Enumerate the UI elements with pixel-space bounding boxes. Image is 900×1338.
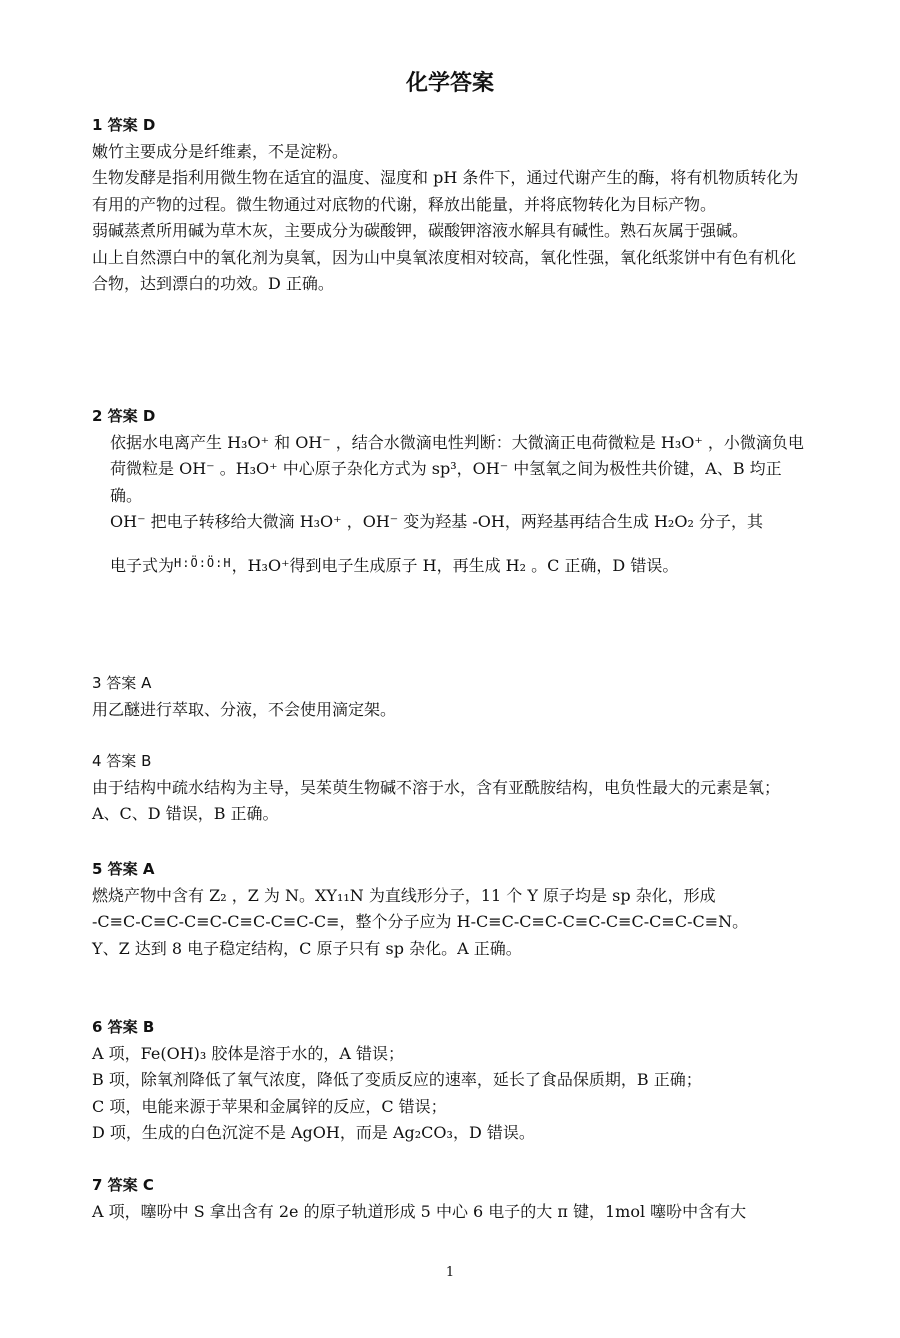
answer-4: [92, 748, 804, 828]
answer-1: [92, 112, 804, 298]
answer-6-item-b: B 项，除氧剂降低了氧气浓度，降低了变质反应的速率，延长了食品保质期，B 正确；: [92, 1070, 702, 1089]
answer-7: [92, 1172, 804, 1225]
answer-2-para-3-start: 电子式为: [110, 555, 175, 575]
answer-6-heading: 6 答案 B: [92, 1018, 155, 1036]
answer-1-heading: 1 答案 D: [92, 116, 156, 134]
answer-1-para-4: 山上自然漂白中的氧化剂为臭氧，因为山中臭氧浓度相对较高，氧化性强，氧化纸浆饼中有色有机化合物，达到漂白的功效。D 正确。: [92, 247, 797, 293]
page-title: 化学答案: [405, 71, 494, 96]
answer-4-heading: 4 答案 B: [92, 752, 152, 770]
answer-1-para-3: 弱碱蒸煮所用碱为草木灰，主要成分为碳酸钾，碳酸钾溶液水解具有碱性。熟石灰属于强碱。: [92, 221, 749, 240]
answer-2: [92, 403, 804, 579]
answer-5-line-2: -C≡C-C≡C-C≡C-C≡C-C≡C-C≡，整个分子应为 H-C≡C-C≡C-C≡C-C≡C-C≡C-C≡N。: [92, 912, 749, 931]
answer-3-heading: 3 答案 A: [92, 674, 152, 692]
answer-1-para-1: 嫩竹主要成分是纤维素，不是淀粉。: [92, 141, 349, 161]
answer-2-para-3: [92, 550, 804, 580]
answer-6-item-c: C 项，电能来源于苹果和金属锌的反应，C 错误；: [92, 1096, 447, 1116]
answer-1-para-2: 生物发酵是指利用微生物在适宜的温度、湿度和 pH 条件下，通过代谢产生的酶，将有机物质转化为有用的产物的过程。微生物通过对底物的代谢，释放出能量，并将底物转化为目标产物。: [92, 168, 799, 214]
answer-6-item-a: A 项，Fe(OH)₃ 胶体是溶于水的，A 错误；: [92, 1043, 405, 1063]
answer-3: [92, 670, 804, 723]
answer-6: [92, 1014, 804, 1147]
answer-2-para-2: OH⁻ 把电子转移给大微滴 H₃O⁺ ，OH⁻ 变为羟基 -OH，两羟基再结合生成 H₂O₂ 分子，其: [110, 512, 763, 531]
answer-7-heading: 7 答案 C: [92, 1176, 154, 1194]
answer-7-item-a: A 项，噻吩中 S 拿出含有 2e 的原子轨道形成 5 中心 6 电子的大 π 键，1mol 噻吩中含有大: [92, 1201, 747, 1221]
answer-6-item-d: D 项，生成的白色沉淀不是 AgOH，而是 Ag₂CO₃，D 错误。: [92, 1123, 535, 1142]
answer-5-line-1: 燃烧产物中含有 Z₂ ，Z 为 N。XY₁₁N 为直线形分子，11 个 Y 原子均是 sp 杂化，形成: [92, 885, 716, 905]
answer-5: [92, 856, 804, 962]
page-number: 1: [445, 1265, 455, 1280]
answer-2-para-3-end: ，H₃O⁺得到电子生成原子 H，再生成 H₂ 。C 正确，D 错误。: [231, 555, 679, 575]
answer-5-line-3: Y、Z 达到 8 电子稳定结构，C 原子只有 sp 杂化。A 正确。: [92, 938, 522, 958]
answer-2-heading: 2 答案 D: [92, 407, 156, 425]
answer-2-para-1: 依据水电离产生 H₃O⁺ 和 OH⁻ ，结合水微滴电性判断：大微滴正电荷微粒是 H₃O⁺ ，小微滴负电荷微粒是 OH⁻ 。H₃O⁺ 中心原子杂化方式为 sp³，OH⁻ 中氢氧之间为极性共价键，A、B 均正确。: [110, 432, 804, 505]
answer-4-para-1: 由于结构中疏水结构为主导，吴茱萸生物碱不溶于水，含有亚酰胺结构，电负性最大的元素是氧；A、C、D 错误，B 正确。: [92, 777, 781, 823]
answer-3-para-1: 用乙醚进行萃取、分液，不会使用滴定架。: [92, 699, 397, 719]
answer-5-heading: 5 答案 A: [92, 860, 155, 878]
h2o2-electron-formula: H:Ö:Ö:H: [174, 555, 232, 570]
